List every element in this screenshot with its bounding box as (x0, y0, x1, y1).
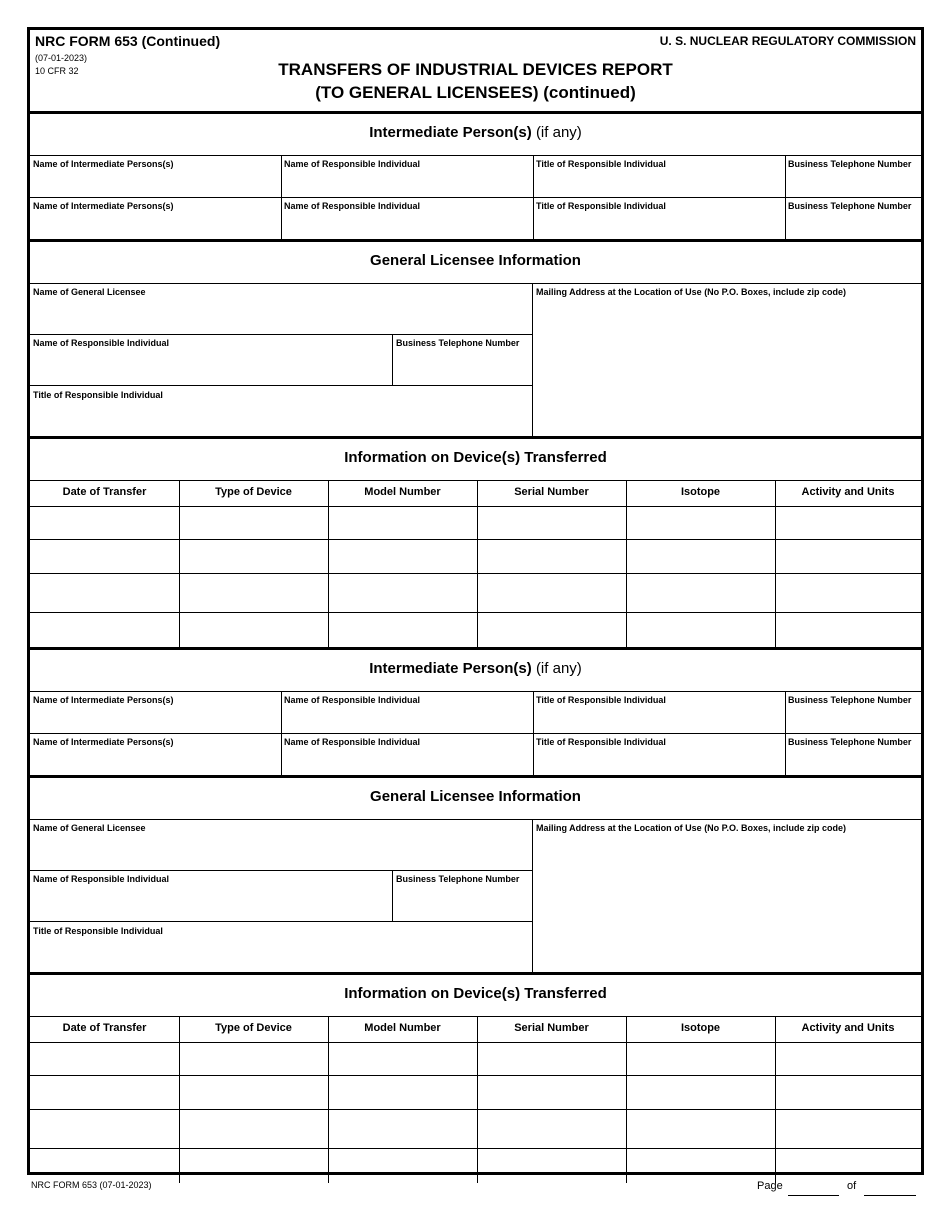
intermediate-field-label: Name of Responsible Individual (284, 201, 421, 211)
section-divider (30, 239, 921, 242)
device-cell-input[interactable] (180, 1110, 327, 1147)
intermediate-field-label: Title of Responsible Individual (536, 159, 666, 169)
form-title-line1: TRANSFERS OF INDUSTRIAL DEVICES REPORT (278, 60, 673, 79)
responsible-individual-label: Name of Responsible Individual (33, 874, 170, 884)
intermediate-field-input[interactable] (31, 213, 280, 237)
device-column-header: Serial Number (514, 486, 589, 498)
device-cell-input[interactable] (478, 574, 625, 611)
intermediate-field-label: Name of Intermediate Persons(s) (33, 737, 174, 747)
device-cell-input[interactable] (329, 1149, 476, 1182)
mailing-address-input[interactable] (534, 835, 920, 971)
mailing-address-label: Mailing Address at the Location of Use (No P.O. Boxes, include zip code) (536, 287, 847, 297)
device-cell-input[interactable] (180, 613, 327, 646)
intermediate-field-input[interactable] (534, 171, 784, 195)
device-cell-input[interactable] (31, 540, 178, 572)
device-cell-input[interactable] (776, 507, 920, 538)
device-cell-input[interactable] (329, 507, 476, 538)
divider (392, 334, 393, 385)
device-cell-input[interactable] (627, 1043, 774, 1074)
device-cell-input[interactable] (180, 1076, 327, 1108)
device-column-header: Date of Transfer (62, 1022, 147, 1034)
device-cell-input[interactable] (180, 574, 327, 611)
device-cell-input[interactable] (329, 1110, 476, 1147)
device-cell-input[interactable] (776, 1076, 920, 1108)
devices-section-title: Information on Device(s) Transferred (344, 449, 607, 466)
responsible-title-label: Title of Responsible Individual (33, 926, 163, 936)
intermediate-title-text: Intermediate Person(s) (369, 660, 532, 677)
device-cell-input[interactable] (627, 507, 774, 538)
device-column-header: Isotope (680, 1022, 721, 1034)
general-section-title: General Licensee Information (370, 788, 581, 805)
device-cell-input[interactable] (31, 1110, 178, 1147)
business-phone-label: Business Telephone Number (396, 874, 520, 884)
divider (30, 921, 533, 922)
device-cell-input[interactable] (329, 613, 476, 646)
footer-of-label: of (847, 1180, 857, 1192)
agency-name: U. S. NUCLEAR REGULATORY COMMISSION (659, 34, 916, 48)
page-number-field[interactable] (788, 1195, 839, 1196)
responsible-title-label: Title of Responsible Individual (33, 390, 163, 400)
device-column-header: Model Number (364, 1022, 441, 1034)
device-column-header: Activity and Units (801, 486, 895, 498)
intermediate-field-input[interactable] (282, 707, 532, 731)
device-cell-input[interactable] (776, 1149, 920, 1182)
divider (532, 819, 533, 972)
device-cell-input[interactable] (776, 613, 920, 646)
device-cell-input[interactable] (478, 1076, 625, 1108)
device-cell-input[interactable] (329, 540, 476, 572)
mailing-address-input[interactable] (534, 299, 920, 435)
footer-page-label: Page (757, 1180, 783, 1192)
intermediate-field-label: Name of Responsible Individual (284, 737, 421, 747)
intermediate-field-input[interactable] (282, 171, 532, 195)
intermediate-title-suffix: (if any) (535, 660, 582, 677)
intermediate-field-input[interactable] (282, 749, 532, 773)
device-cell-input[interactable] (31, 613, 178, 646)
device-cell-input[interactable] (627, 1110, 774, 1147)
divider (392, 870, 393, 921)
form-date: (07-01-2023) (35, 53, 88, 63)
intermediate-title-text: Intermediate Person(s) (369, 124, 532, 141)
divider (30, 283, 921, 284)
intermediate-field-label: Title of Responsible Individual (536, 737, 666, 747)
form-frame (27, 27, 924, 1175)
device-cell-input[interactable] (31, 1043, 178, 1074)
intermediate-title-suffix: (if any) (535, 124, 582, 141)
device-cell-input[interactable] (627, 1076, 774, 1108)
device-column-header: Type of Device (215, 1022, 292, 1034)
device-cell-input[interactable] (31, 507, 178, 538)
general-licensee-name-input[interactable] (31, 835, 531, 868)
intermediate-field-input[interactable] (31, 707, 280, 731)
device-cell-input[interactable] (478, 507, 625, 538)
responsible-individual-input[interactable] (31, 350, 391, 383)
intermediate-field-label: Name of Intermediate Persons(s) (33, 695, 174, 705)
device-cell-input[interactable] (478, 1110, 625, 1147)
intermediate-field-label: Name of Intermediate Persons(s) (33, 159, 174, 169)
intermediate-field-label: Business Telephone Number (788, 159, 912, 169)
intermediate-field-label: Title of Responsible Individual (536, 201, 666, 211)
device-cell-input[interactable] (180, 507, 327, 538)
intermediate-field-label: Name of Responsible Individual (284, 695, 421, 705)
device-cell-input[interactable] (776, 574, 920, 611)
general-licensee-name-input[interactable] (31, 299, 531, 332)
divider (30, 691, 921, 692)
section-divider (30, 972, 921, 975)
intermediate-section-title (30, 660, 921, 677)
responsible-individual-input[interactable] (31, 886, 391, 919)
intermediate-field-label: Title of Responsible Individual (536, 695, 666, 705)
intermediate-field-input[interactable] (786, 749, 920, 773)
general-licensee-name-label: Name of General Licensee (33, 823, 146, 833)
device-cell-input[interactable] (627, 574, 774, 611)
device-column-header: Isotope (680, 486, 721, 498)
business-phone-input[interactable] (394, 350, 531, 383)
device-cell-input[interactable] (627, 1149, 774, 1182)
intermediate-field-label: Business Telephone Number (788, 201, 912, 211)
device-column-header: Date of Transfer (62, 486, 147, 498)
footer-form-id: NRC FORM 653 (07-01-2023) (31, 1180, 152, 1190)
device-column-header: Model Number (364, 486, 441, 498)
intermediate-field-input[interactable] (786, 171, 920, 195)
intermediate-field-input[interactable] (282, 213, 532, 237)
device-cell-input[interactable] (180, 1043, 327, 1074)
device-cell-input[interactable] (329, 1043, 476, 1074)
device-cell-input[interactable] (31, 574, 178, 611)
general-licensee-name-label: Name of General Licensee (33, 287, 146, 297)
section-divider (30, 647, 921, 650)
business-phone-input[interactable] (394, 886, 531, 919)
divider (30, 385, 533, 386)
divider (30, 1016, 921, 1017)
intermediate-field-label: Business Telephone Number (788, 737, 912, 747)
form-title-line2: (TO GENERAL LICENSEES) (continued) (315, 83, 636, 102)
intermediate-field-input[interactable] (534, 749, 784, 773)
form-id: NRC FORM 653 (Continued) (35, 33, 221, 49)
intermediate-field-label: Name of Responsible Individual (284, 159, 421, 169)
device-cell-input[interactable] (478, 1043, 625, 1074)
business-phone-label: Business Telephone Number (396, 338, 520, 348)
section-divider (30, 436, 921, 439)
intermediate-field-label: Business Telephone Number (788, 695, 912, 705)
divider (30, 155, 921, 156)
device-column-header: Serial Number (514, 1022, 589, 1034)
device-cell-input[interactable] (478, 540, 625, 572)
device-cell-input[interactable] (329, 574, 476, 611)
device-cell-input[interactable] (478, 613, 625, 646)
divider (30, 733, 921, 734)
section-divider (30, 111, 921, 114)
divider (30, 819, 921, 820)
device-cell-input[interactable] (627, 613, 774, 646)
device-cell-input[interactable] (627, 540, 774, 572)
intermediate-field-input[interactable] (786, 213, 920, 237)
device-cell-input[interactable] (31, 1076, 178, 1108)
device-cell-input[interactable] (31, 1149, 178, 1182)
intermediate-field-label: Name of Intermediate Persons(s) (33, 201, 174, 211)
device-cell-input[interactable] (776, 1110, 920, 1147)
intermediate-field-input[interactable] (534, 707, 784, 731)
divider (30, 197, 921, 198)
device-cell-input[interactable] (180, 540, 327, 572)
mailing-address-label: Mailing Address at the Location of Use (No P.O. Boxes, include zip code) (536, 823, 847, 833)
intermediate-section-title (30, 124, 921, 141)
device-cell-input[interactable] (478, 1149, 625, 1182)
divider (30, 334, 533, 335)
responsible-individual-label: Name of Responsible Individual (33, 338, 170, 348)
device-cell-input[interactable] (776, 540, 920, 572)
devices-section-title: Information on Device(s) Transferred (344, 985, 607, 1002)
divider (30, 480, 921, 481)
responsible-title-input[interactable] (31, 938, 531, 971)
device-column-header: Activity and Units (801, 1022, 895, 1034)
device-cell-input[interactable] (180, 1149, 327, 1182)
device-column-header: Type of Device (215, 486, 292, 498)
page-total-field[interactable] (864, 1195, 916, 1196)
device-cell-input[interactable] (329, 1076, 476, 1108)
section-divider (30, 775, 921, 778)
device-cell-input[interactable] (776, 1043, 920, 1074)
intermediate-field-input[interactable] (534, 213, 784, 237)
intermediate-field-input[interactable] (31, 749, 280, 773)
responsible-title-input[interactable] (31, 402, 531, 435)
divider (532, 283, 533, 436)
intermediate-field-input[interactable] (31, 171, 280, 195)
divider (30, 870, 533, 871)
intermediate-field-input[interactable] (786, 707, 920, 731)
cfr-reference: 10 CFR 32 (35, 66, 79, 76)
general-section-title: General Licensee Information (370, 252, 581, 269)
